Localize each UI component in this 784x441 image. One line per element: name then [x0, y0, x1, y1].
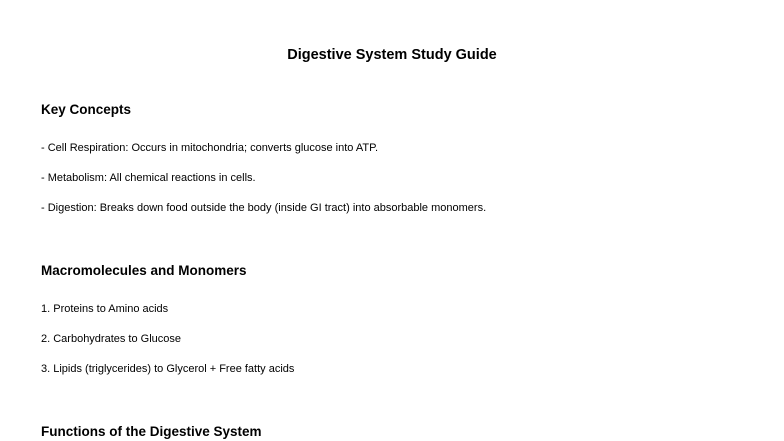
- list-item: - Metabolism: All chemical reactions in cells.: [41, 172, 256, 184]
- page-title: Digestive System Study Guide: [287, 47, 497, 63]
- section-heading-functions: Functions of the Digestive System: [41, 424, 262, 439]
- list-item: - Cell Respiration: Occurs in mitochondria; converts glucose into ATP.: [41, 142, 379, 154]
- list-item: 1. Proteins to Amino acids: [41, 303, 169, 315]
- list-item: 2. Carbohydrates to Glucose: [41, 333, 182, 345]
- list-item: 3. Lipids (triglycerides) to Glycerol + Free fatty acids: [41, 363, 295, 375]
- section-heading-macromolecules: Macromolecules and Monomers: [41, 263, 247, 278]
- section-heading-key-concepts: Key Concepts: [41, 102, 132, 117]
- list-item: - Digestion: Breaks down food outside the body (inside GI tract) into absorbable monomers.: [41, 202, 487, 214]
